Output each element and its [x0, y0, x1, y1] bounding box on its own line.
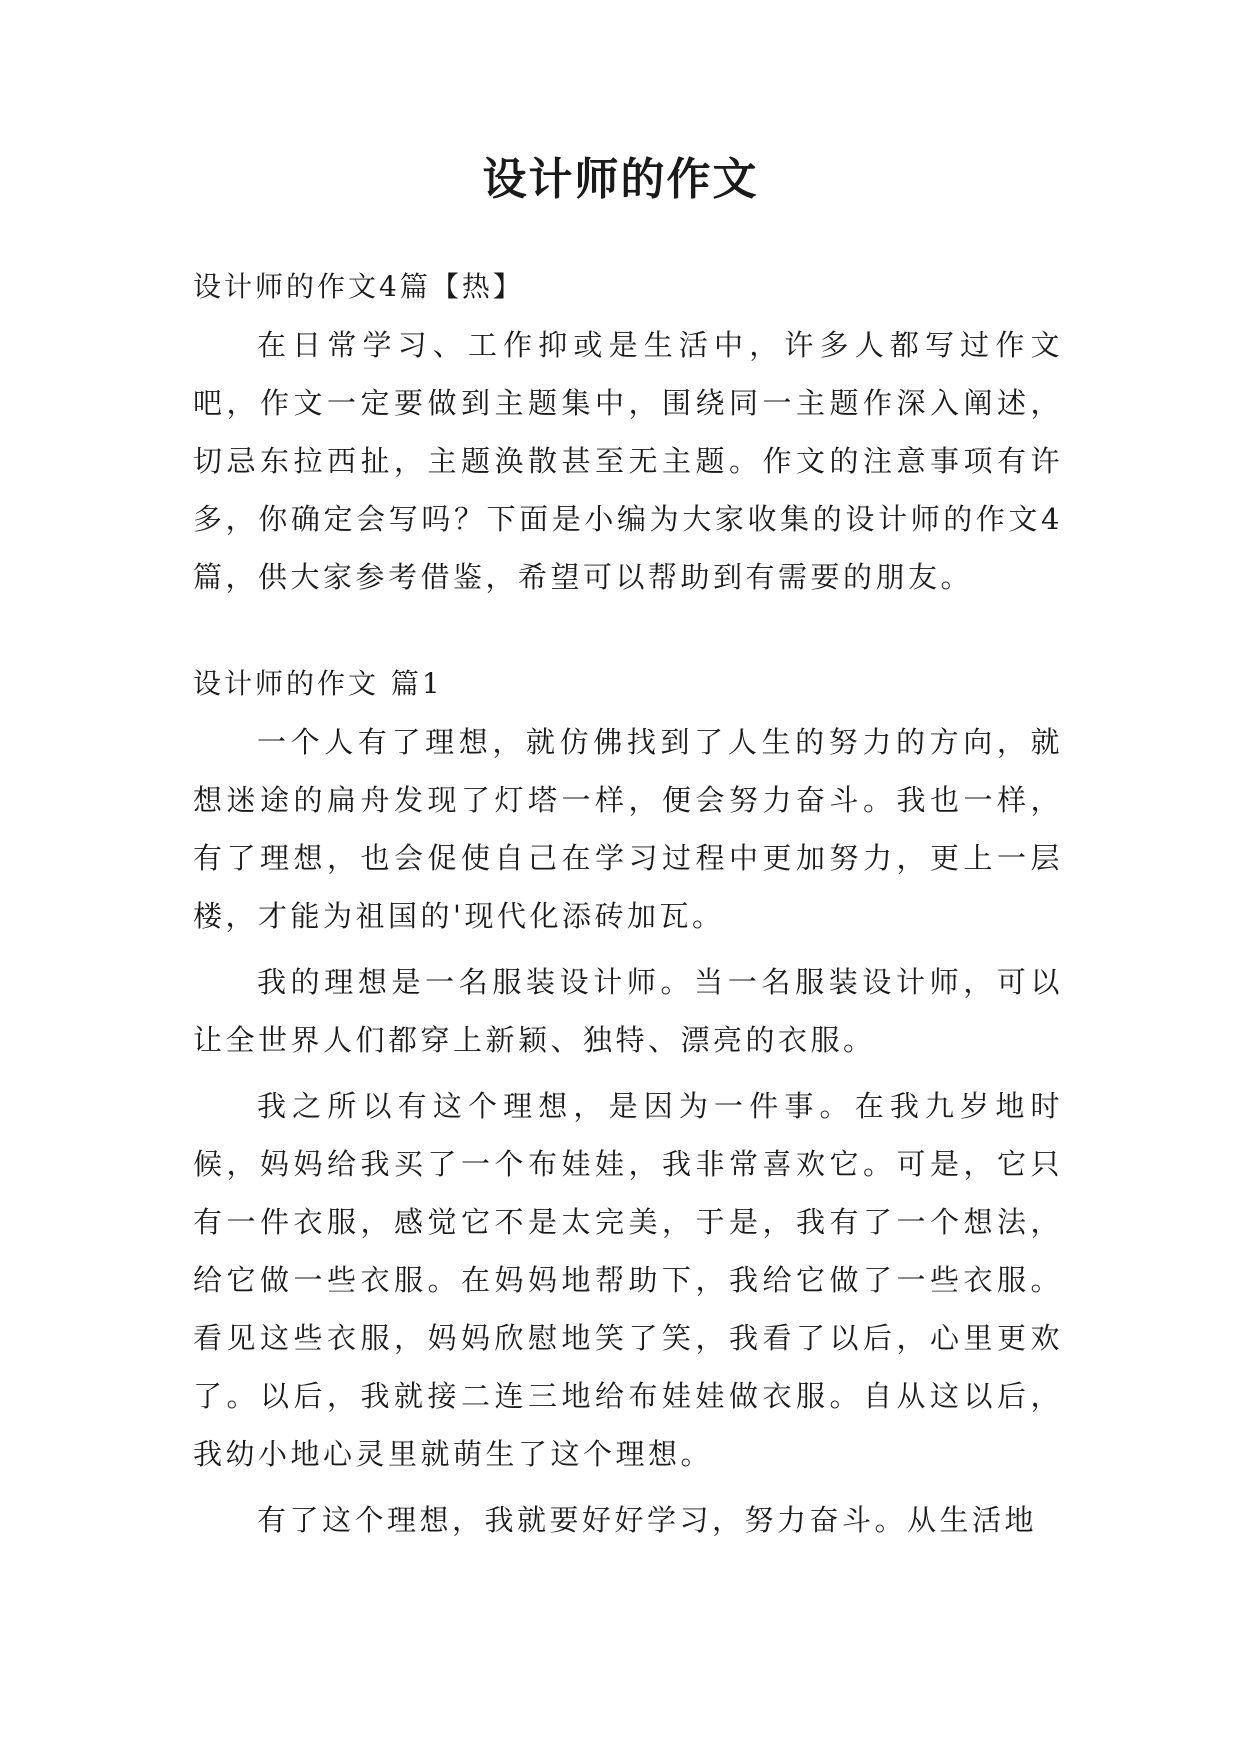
intro-paragraph: 在日常学习、工作抑或是生活中，许多人都写过作文吧，作文一定要做到主题集中，围绕同一主题作深入阐述，切忌东拉西扯，主题涣散甚至无主题。作文的注意事项有许多，你确定会写吗？下面是小编为大家收集的设计师的作文4篇，供大家参考借鉴，希望可以帮助到有需要的朋友。	[193, 328, 1063, 594]
intro-heading: 设计师的作文4篇【热】	[193, 270, 524, 303]
section-1-heading: 设计师的作文 篇1	[193, 667, 443, 700]
section-spacer	[193, 606, 1063, 664]
document-title: 设计师的作文	[482, 154, 759, 205]
section-1-paragraph: 我之所以有这个理想，是因为一件事。在我九岁地时候，妈妈给我买了一个布娃娃，我非常喜欢它。可是，它只有一件衣服，感觉它不是太完美，于是，我有了一个想法，给它做一些衣服。在妈妈地帮助下，我给它做了一些衣服。看见这些衣服，妈妈欣慰地笑了笑，我看了以后，心里更欢了。以后，我就接二连三地给布娃娃做衣服。自从这以后，我幼小地心灵里就萌生了这个理想。	[193, 1089, 1063, 1471]
section-1-paragraph: 我的理想是一名服装设计师。当一名服装设计师，可以让全世界人们都穿上新颖、独特、漂亮的衣服。	[193, 965, 1063, 1057]
section-1-paragraph: 一个人有了理想，就仿佛找到了人生的努力的方向，就想迷途的扁舟发现了灯塔一样，便会努力奋斗。我也一样，有了理想，也会促使自己在学习过程中更加努力，更上一层楼，才能为祖国的'现代化添砖加瓦。	[193, 725, 1063, 933]
section-1-paragraph: 有了这个理想，我就要好好学习，努力奋斗。从生活地	[257, 1503, 1038, 1537]
document-body	[193, 267, 1063, 1549]
